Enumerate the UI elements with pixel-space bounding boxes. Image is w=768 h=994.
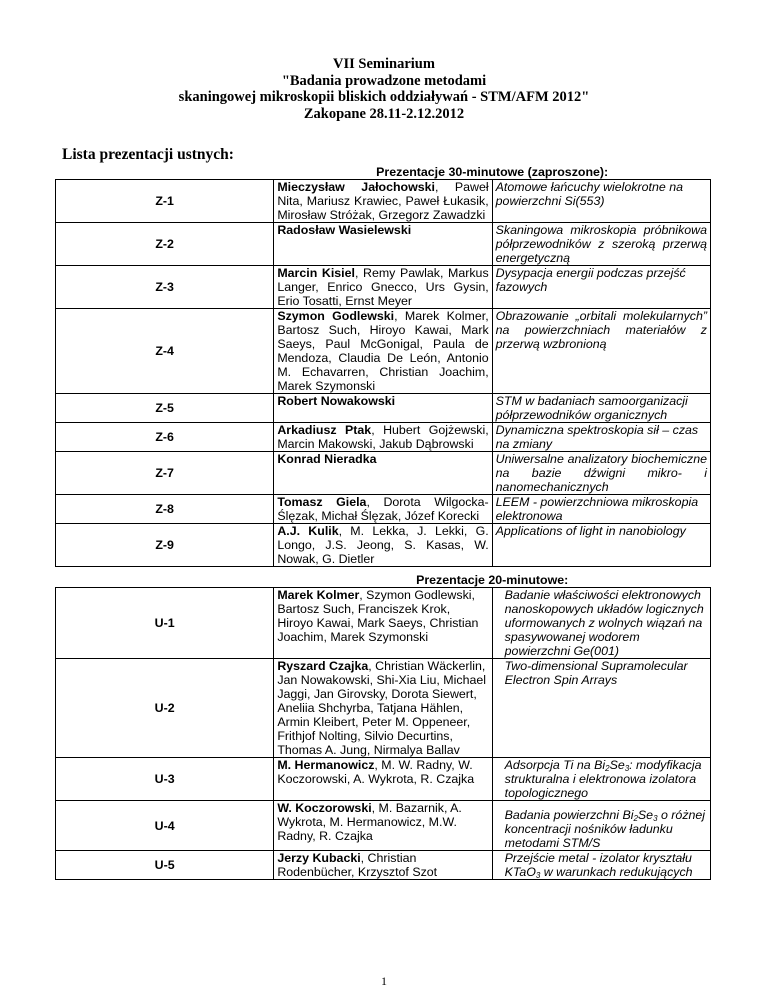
table-row <box>56 266 711 309</box>
presentation-title: Two-dimensional Supramolecular Electron Spin Arrays <box>492 659 710 758</box>
authors <box>274 588 492 659</box>
presentation-title: Dynamiczna spektroskopia sił – czas na zmiany <box>492 423 710 452</box>
authors <box>274 801 492 851</box>
section-header-row <box>56 567 711 588</box>
seminar-title-line2: skaningowej mikroskopii bliskich oddziaływań - STM/AFM 2012" <box>178 89 590 105</box>
presenting-author: Jerzy Kubacki <box>277 851 361 865</box>
presenting-author: A.J. Kulik <box>277 524 339 538</box>
authors <box>274 423 492 452</box>
presenting-author: Tomasz Giela <box>277 495 367 509</box>
table-row <box>56 180 711 223</box>
presentation-code: Z-5 <box>56 394 274 423</box>
presentation-title: Przejście metal - izolator kryształu KTaO$_3$ w warunkach redukujących <box>492 851 710 880</box>
authors <box>274 659 492 758</box>
co-authors: , Paweł Nita, Mariusz Krawiec, Paweł Łukasik, Mirosław Stróżak, Grzegorz Zawadzki <box>277 180 489 222</box>
table-row <box>56 394 711 423</box>
co-authors: , Hubert Gojżewski, Marcin Makowski, Jakub Dąbrowski <box>277 423 489 451</box>
presentation-code: Z-3 <box>56 266 274 309</box>
table-row <box>56 309 711 394</box>
presenting-author: Konrad Nieradka <box>277 452 377 466</box>
document-header <box>0 56 768 122</box>
table-row <box>56 423 711 452</box>
presentation-title: Applications of light in nanobiology <box>492 524 710 567</box>
presentation-code: Z-1 <box>56 180 274 223</box>
presentation-title: LEEM - powierzchniowa mikroskopia elektronowa <box>492 495 710 524</box>
presenting-author: Ryszard Czajka <box>277 659 369 673</box>
table-row <box>56 851 711 880</box>
co-authors: , Christian Rodenbücher, Krzysztof Szot <box>277 851 438 879</box>
table-row <box>56 758 711 801</box>
presentation-title: Atomowe łańcuchy wielokrotne na powierzchni Si(553) <box>492 180 710 223</box>
table-row <box>56 801 711 851</box>
table-row <box>56 495 711 524</box>
presentations-table <box>55 165 711 880</box>
co-authors: , M. Bazarnik, A. Wykrota, M. Hermanowicz, M.W. Radny, R. Czajka <box>277 801 462 843</box>
presentation-title: Badanie właściwości elektronowych nanoskopowych układów logicznych uformowanych z wolnych wiązań na spasywowanej wodorem powierzchni Ge(001) <box>492 588 710 659</box>
co-authors: , Remy Pawlak, Markus Langer, Enrico Gnecco, Urs Gysin, Erio Tosatti, Ernst Meyer <box>277 266 489 308</box>
presentation-code: Z-7 <box>56 452 274 495</box>
presentation-code: U-1 <box>56 588 274 659</box>
presenting-author: M. Hermanowicz <box>277 758 375 772</box>
section-header-row <box>56 165 711 180</box>
authors <box>274 495 492 524</box>
presenting-author: Marcin Kisiel <box>277 266 355 280</box>
seminar-place-date: Zakopane 28.11-2.12.2012 <box>303 105 465 122</box>
presentation-title: Uniwersalne analizatory biochemiczne na bazie dźwigni mikro- i nanomechanicznych <box>492 452 710 495</box>
authors <box>274 394 492 423</box>
presenting-author: Szymon Godlewski <box>277 309 395 323</box>
table-row <box>56 524 711 567</box>
co-authors: , Marek Kolmer, Bartosz Such, Hiroyo Kawai, Mark Saeys, Paul McGonigal, Paula de Mendoza, Claudia De León, Antonio M. Echavarren, Christian Joachim, Marek Szymonski <box>277 309 489 393</box>
list-heading: Lista prezentacji ustnych: <box>62 146 234 163</box>
presentation-code: Z-4 <box>56 309 274 394</box>
presentation-code: Z-6 <box>56 423 274 452</box>
authors <box>274 758 492 801</box>
seminar-title-line1: "Badania prowadzone metodami <box>281 72 487 89</box>
presenting-author: Mieczysław Jałochowski <box>277 180 435 194</box>
section-30-heading: Prezentacje 30-minutowe (zaproszone): <box>376 165 609 179</box>
page-number: 1 <box>381 974 387 988</box>
presentation-code: U-2 <box>56 659 274 758</box>
table-row <box>56 452 711 495</box>
authors <box>274 180 492 223</box>
presenting-author: Radosław Wasielewski <box>277 223 412 237</box>
authors <box>274 309 492 394</box>
authors <box>274 524 492 567</box>
presentation-code: Z-2 <box>56 223 274 266</box>
presentation-title: Badania powierzchni $Bi_2Se_3$ o różnej koncentracji nośników ładunku metodami STM/S <box>492 801 710 851</box>
authors <box>274 452 492 495</box>
authors <box>274 266 492 309</box>
presenting-author: W. Koczorowski <box>277 801 372 815</box>
co-authors: , M. Lekka, J. Lekki, G. Longo, J.S. Jeong, S. Kasas, W. Nowak, G. Dietler <box>277 524 489 566</box>
presentation-title: Skaningowa mikroskopia próbnikowa półprzewodników z szeroką przerwą energetyczną <box>492 223 710 266</box>
presentation-title: Adsorpcja Ti na $Bi_2Se_3$: modyfikacja strukturalna i elektronowa izolatora topologicznego <box>492 758 710 801</box>
co-authors: , Dorota Wilgocka-Ślęzak, Michał Ślęzak, Józef Korecki <box>277 495 489 523</box>
presentation-code: U-3 <box>56 758 274 801</box>
co-authors: , Christian Wäckerlin, Jan Nowakowski, Shi-Xia Liu, Michael Jaggi, Jan Girovsky, Dorota Siewert, Aneliia Shchyrba, Tatjana Hählen, Armin Kleibert, Peter M. Oppeneer, Frithjof Nolting, Silvio Decurtins, Thomas A. Jung, Nirmalya Ballav <box>277 659 486 757</box>
presentation-title: Dysypacja energii podczas przejść fazowych <box>492 266 710 309</box>
seminar-number: VII Seminarium <box>333 56 435 72</box>
co-authors: , Szymon Godlewski, Bartosz Such, Franciszek Krok, Hiroyo Kawai, Mark Saeys, Christian Joachim, Marek Szymonski <box>277 588 479 644</box>
presenting-author: Robert Nowakowski <box>277 394 396 408</box>
presentation-code: Z-8 <box>56 495 274 524</box>
table-row <box>56 223 711 266</box>
table-row <box>56 588 711 659</box>
co-authors: , M. W. Radny, W. Koczorowski, A. Wykrota, R. Czajka <box>277 758 475 786</box>
authors <box>274 851 492 880</box>
presentation-title: Obrazowanie „orbitali molekularnych” na powierzchniach materiałów z przerwą wzbronioną <box>492 309 710 394</box>
presentation-code: U-5 <box>56 851 274 880</box>
table-row <box>56 659 711 758</box>
presentation-code: U-4 <box>56 801 274 851</box>
presentation-title: STM w badaniach samoorganizacji półprzewodników organicznych <box>492 394 710 423</box>
presenting-author: Marek Kolmer <box>277 588 360 602</box>
presenting-author: Arkadiusz Ptak <box>277 423 372 437</box>
section-20-heading: Prezentacje 20-minutowe: <box>416 573 569 587</box>
presentation-code: Z-9 <box>56 524 274 567</box>
authors <box>274 223 492 266</box>
